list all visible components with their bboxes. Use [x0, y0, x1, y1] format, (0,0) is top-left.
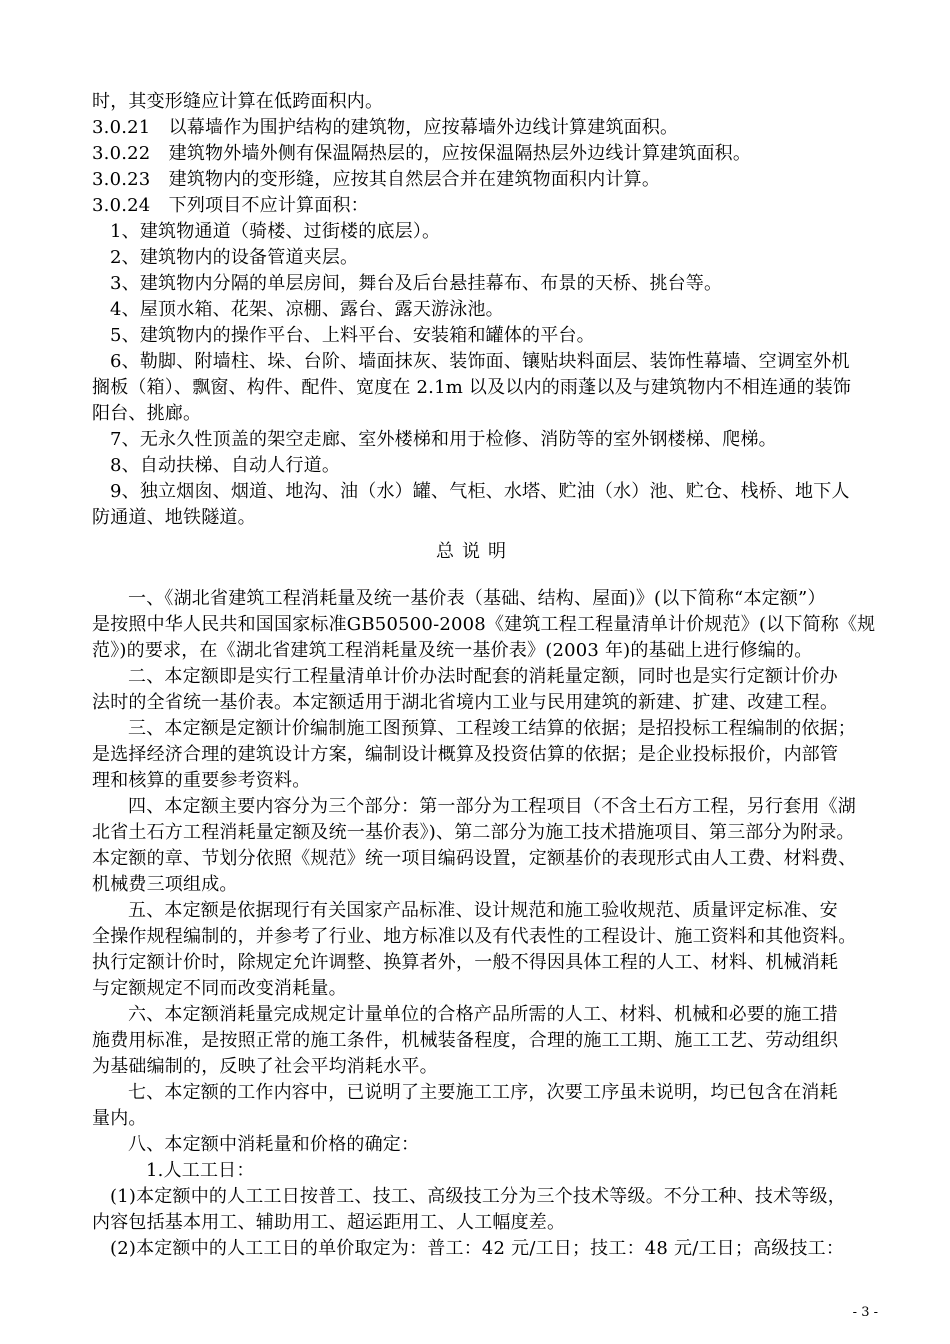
clause-3-0-23: 3.0.23 建筑物内的变形缝，应按其自然层合并在建筑物面积内计算。 — [92, 169, 661, 190]
note-2-cont: 法时的全省统一基价表。本定额适用于湖北省境内工业与民用建筑的新建、扩建、改建工程。 — [92, 692, 839, 713]
note-6-cont: 为基础编制的，反映了社会平均消耗水平。 — [92, 1056, 438, 1077]
note-5: 五、本定额是依据现行有关国家产品标准、设计规范和施工验收规范、质量评定标准、安 — [128, 900, 838, 921]
note-8-sub-1-1-cont: 内容包括基本用工、辅助用工、超运距用工、人工幅度差。 — [92, 1212, 566, 1233]
note-8: 八、本定额中消耗量和价格的确定： — [128, 1134, 420, 1155]
list-item-8: 8、自动扶梯、自动人行道。 — [110, 455, 341, 476]
note-7-cont: 量内。 — [92, 1108, 147, 1129]
list-item-9-cont: 防通道、地铁隧道。 — [92, 507, 256, 528]
note-3: 三、本定额是定额计价编制施工图预算、工程竣工结算的依据；是招投标工程编制的依据； — [128, 718, 856, 739]
note-8-sub-1-2: (2)本定额中的人工工日的单价取定为：普工：42 元/工日；技工：48 元/工日；高级技工： — [110, 1238, 845, 1259]
note-8-sub-1: 1.人工工日： — [146, 1160, 255, 1181]
note-8-sub-1-1: (1)本定额中的人工工日按普工、技工、高级技工分为三个技术等级。不分工种、技术等级， — [110, 1186, 846, 1207]
clause-3-0-22: 3.0.22 建筑物外墙外侧有保温隔热层的，应按保温隔热层外边线计算建筑面积。 — [92, 143, 752, 164]
list-item-5: 5、建筑物内的操作平台、上料平台、安装箱和罐体的平台。 — [110, 325, 595, 346]
list-item-6: 6、勒脚、附墙柱、垛、台阶、墙面抹灰、装饰面、镶贴块料面层、装饰性幕墙、空调室外机 — [110, 351, 850, 372]
list-item-1: 1、建筑物通道（骑楼、过街楼的底层）。 — [110, 221, 441, 242]
note-6: 六、本定额消耗量完成规定计量单位的合格产品所需的人工、材料、机械和必要的施工措 — [128, 1004, 838, 1025]
list-item-6-cont: 搁板（箱）、飘窗、构件、配件、宽度在 2.1m 以及以内的雨蓬以及与建筑物内不相连通的装饰 — [92, 377, 852, 398]
note-4: 四、本定额主要内容分为三个部分：第一部分为工程项目（不含土石方工程，另行套用《湖 — [128, 796, 856, 817]
note-4-cont: 机械费三项组成。 — [92, 874, 238, 895]
clause-3-0-24: 3.0.24 下列项目不应计算面积： — [92, 195, 369, 216]
note-3-cont: 理和核算的重要参考资料。 — [92, 770, 311, 791]
note-1-cont: 范》)的要求，在《湖北省建筑工程消耗量及统一基价表》(2003 年)的基础上进行修编的。 — [92, 640, 813, 661]
note-2: 二、本定额即是实行工程量清单计价办法时配套的消耗量定额，同时也是实行定额计价办 — [128, 666, 838, 687]
clause-3-0-21: 3.0.21 以幕墙作为围护结构的建筑物，应按幕墙外边线计算建筑面积。 — [92, 117, 679, 138]
list-item-2: 2、建筑物内的设备管道夹层。 — [110, 247, 359, 268]
note-1: 一、《湖北省建筑工程消耗量及统一基价表（基础、结构、屋面)》(以下简称“本定额”） — [128, 588, 826, 609]
note-5-cont: 与定额规定不同而改变消耗量。 — [92, 978, 347, 999]
note-6-cont: 施费用标准，是按照正常的施工条件，机械装备程度，合理的施工工期、施工工艺、劳动组织 — [92, 1030, 839, 1051]
text-line: 时，其变形缝应计算在低跨面积内。 — [92, 91, 384, 112]
note-4-cont: 本定额的章、节划分依照《规范》统一项目编码设置，定额基价的表现形式由人工费、材料费、 — [92, 848, 857, 869]
section-title: 总说明 — [436, 541, 514, 562]
note-5-cont: 执行定额计价时，除规定允许调整、换算者外，一般不得因具体工程的人工、材料、机械消耗 — [92, 952, 839, 973]
list-item-3: 3、建筑物内分隔的单层房间，舞台及后台悬挂幕布、布景的天桥、挑台等。 — [110, 273, 723, 294]
note-3-cont: 是选择经济合理的建筑设计方案，编制设计概算及投资估算的依据；是企业投标报价，内部管 — [92, 744, 839, 765]
note-1-cont: 是按照中华人民共和国国家标准GB50500-2008《建筑工程工程量清单计价规范》(以下简称《规 — [92, 614, 876, 635]
note-4-cont: 北省土石方工程消耗量定额及统一基价表》)、第二部分为施工技术措施项目、第三部分为附录。 — [92, 822, 855, 843]
list-item-7: 7、无永久性顶盖的架空走廊、室外楼梯和用于检修、消防等的室外钢楼梯、爬梯。 — [110, 429, 777, 450]
list-item-4: 4、屋顶水箱、花架、凉棚、露台、露天游泳池。 — [110, 299, 504, 320]
list-item-6-cont: 阳台、挑廊。 — [92, 403, 202, 424]
page-number: - 3 - — [852, 1305, 878, 1320]
note-7: 七、本定额的工作内容中，已说明了主要施工工序，次要工序虽未说明，均已包含在消耗 — [128, 1082, 838, 1103]
list-item-9: 9、独立烟囱、烟道、地沟、油（水）罐、气柜、水塔、贮油（水）池、贮仓、栈桥、地下人 — [110, 481, 850, 502]
note-5-cont: 全操作规程编制的，并参考了行业、地方标准以及有代表性的工程设计、施工资料和其他资料。 — [92, 926, 857, 947]
